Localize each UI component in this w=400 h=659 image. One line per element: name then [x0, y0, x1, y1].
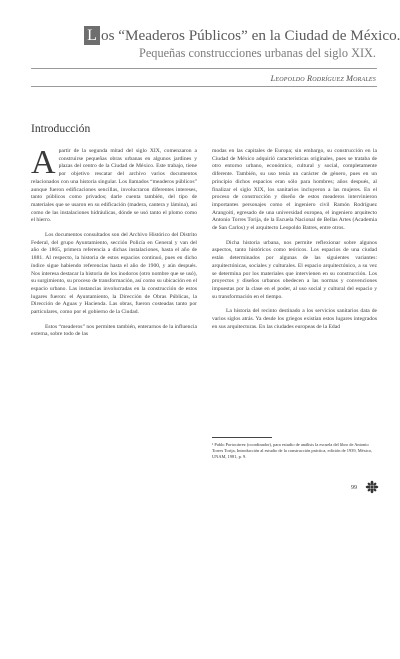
dropcap: A	[31, 144, 56, 181]
title-initial: L	[84, 26, 100, 45]
paragraph: Los documentos consultados son del Archivo Histórico del Distrito Federal, del grupo Ayuntamiento, sección Policía en General y van del año de 1865, primera referencia a dichas instalaciones, hasta el año de 1881. Al respecto, la historia de estos espacios continuó, pues en dicho índice sigue habiendo referencias hasta el año de 1900, y aún después. Nos interesa destacar la historia de los inodoros (otro nombre que se usó), su surgimiento, su proceso de transformación, así como su ubicación en el espacio urbano. Las instancias involucradas en la construcción de estos lugares fueron: el Ayuntamiento, la Dirección de Obras Públicas, la Dirección de Aguas y Hacienda. Las obras, fueron costeadas tanto por particulares, como por el gobierno de la Ciudad.	[31, 232, 197, 316]
paragraph: Apartir de la segunda mitad del siglo XIX, comenzaron a construirse pequeñas obras urbanas en algunos jardines y plazas del centro de la Ciudad de México. Este trabajo, tiene por objetivo rescatar del archivo varios documentos relacionados con una historia singular. Los llamados “meaderos públicos” aunque fueron edificaciones sencillas, involucraron diferentes intereses, tanto públicos como privados; darle cuenta también, del tipo de materiales que se usaron en su edificación (madera, cantera y lámina), así como de las instalaciones hidráulicas, dónde se usó tanto el plomo como el hierro.	[31, 144, 197, 224]
left-column	[31, 144, 197, 346]
right-column	[212, 148, 377, 338]
paragraph: Estos “meaderos” nos permiten también, enterarnos de la influencia externa, sobre todo de las	[31, 323, 197, 338]
header-rule-top	[31, 68, 377, 69]
section-title: Introducción	[31, 122, 91, 135]
header-rule-bottom	[31, 86, 377, 87]
footnote-rule	[212, 437, 272, 438]
author-name: Leopoldo Rodríguez Morales	[270, 74, 376, 83]
article-title: os “Meaderos Públicos” en la Ciudad de México.	[101, 27, 400, 44]
article-subtitle: Pequeñas construcciones urbanas del siglo XIX.	[139, 46, 376, 60]
paragraph: modas en las capitales de Europa; sin embargo, su construcción en la Ciudad de México adquirió características originales, pues se trataba de otro entorno urbano, económico, cultural y social, completamente diferente. También, su uso tenía un carácter de género, pues en un principio dichos espacios eran sólo para hombres; años después, al finalizar el siglo XIX, los sanitarios incluyeron a las mujeres. En el proceso de construcción y diseño de estos meaderos intervinieron importantes personajes como el ingeniero civil Ramón Rodríguez Arangoiti, egresado de una universidad europea, el ingeniero arquitecto Antonio Torres Torija, de la Escuela Nacional de Bellas Artes (Academia de San Carlos) y el arquitecto Leopoldo Batres, entre otros.	[212, 148, 377, 232]
title-row	[84, 26, 400, 46]
page-number: 99	[351, 485, 357, 491]
paragraph: Dicha historia urbana, nos permite reflexionar sobre algunos aspectos, tanto históricos como teóricos. Los espacios de una ciudad están determinados por algunas de las siguientes variantes: arquitectónicas, sociales y culturales. El espacio arquitectónico, a su vez se determina por los materiales que intervienen en su construcción. Los proyectos y diseños urbanos obedecen a las normas y convenciones impuestas por la clase en el poder, al uso social y cultural del espacio y su transformación en el tiempo.	[212, 239, 377, 300]
flower-ornament-icon	[365, 480, 379, 494]
paragraph: La historia del recinto destinado a los servicios sanitarios data de varios siglos atrás. Ya desde los griegos existían estos lugares integrados en sus arquitecturas. En las ciudades europeas de la Edad	[212, 308, 377, 330]
footnote: ¹ Pablo Portocárrez (coordinador), para estudio de análisis la escuela del libro de Antonio Torres Torija, Introducción al estudio de la construcción práctica, edición de 1939, México, UNAM, 1981, p. 9.	[212, 442, 373, 459]
